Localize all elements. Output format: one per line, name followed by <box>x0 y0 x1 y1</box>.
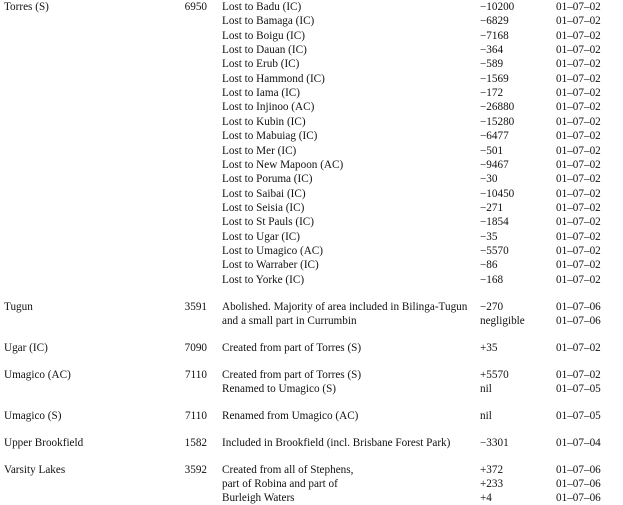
table-row <box>0 158 623 172</box>
change-date: 01–07–02 <box>556 72 601 85</box>
change-date: 01–07–02 <box>556 158 601 171</box>
locality-code: 7090 <box>184 341 207 354</box>
table-row <box>0 436 623 450</box>
change-date: 01–07–02 <box>556 1 601 13</box>
change-date: 01–07–02 <box>556 130 601 143</box>
change-date: 01–07–02 <box>556 201 601 214</box>
change-description: Lost to Erub (IC) <box>222 58 300 71</box>
locality-name: Umagico (AC) <box>4 368 71 381</box>
population-change: −26880 <box>480 101 515 114</box>
table-row <box>0 368 623 382</box>
change-date: 01–07–02 <box>556 15 601 28</box>
table-row <box>0 100 623 114</box>
change-date: 01–07–04 <box>556 436 601 449</box>
change-date: 01–07–02 <box>556 87 601 100</box>
table-row <box>0 57 623 71</box>
population-change: −271 <box>480 201 504 214</box>
change-description: Lost to Warraber (IC) <box>222 259 319 272</box>
population-change: −9467 <box>480 158 509 171</box>
locality-code: 3592 <box>184 463 207 476</box>
locality-code: 1582 <box>184 436 207 449</box>
change-description: Lost to Hammond (IC) <box>222 72 325 85</box>
change-date: 01–07–02 <box>556 173 601 186</box>
locality-name: Upper Brookfield <box>4 436 84 449</box>
table-row <box>0 409 623 423</box>
change-description: Lost to Injinoo (AC) <box>222 101 315 114</box>
change-description: Created from part of Torres (S) <box>222 368 362 381</box>
table-row <box>0 244 623 258</box>
population-change: −168 <box>480 273 504 286</box>
change-description: Renamed from Umagico (AC) <box>222 409 359 422</box>
population-change: −172 <box>480 87 504 100</box>
population-change: −10450 <box>480 187 515 200</box>
change-description: Lost to New Mapoon (AC) <box>222 158 344 171</box>
population-change: −501 <box>480 144 504 157</box>
change-description: Lost to Bamaga (IC) <box>222 15 315 28</box>
change-date: 01–07–06 <box>556 492 601 505</box>
change-description: Created from all of Stephens, <box>222 463 354 476</box>
table-row <box>0 14 623 28</box>
change-description: Lost to Boigu (IC) <box>222 29 305 42</box>
change-description: Lost to Saibai (IC) <box>222 187 306 200</box>
population-change: negligible <box>480 314 525 327</box>
change-description: Created from part of Torres (S) <box>222 341 362 354</box>
table-row <box>0 0 623 14</box>
change-date: 01–07–02 <box>556 273 601 286</box>
table-row <box>0 201 623 215</box>
table-row <box>0 273 623 287</box>
table-row <box>0 43 623 57</box>
change-description: Lost to St Pauls (IC) <box>222 216 314 229</box>
table-row <box>0 341 623 355</box>
change-description: Lost to Ugar (IC) <box>222 230 300 243</box>
locality-name: Umagico (S) <box>4 409 62 422</box>
population-change: −3301 <box>480 436 509 449</box>
change-date: 01–07–06 <box>556 300 601 313</box>
change-description: Abolished. Majority of area included in Bilinga-Tugun <box>222 300 468 313</box>
locality-name: Ugar (IC) <box>4 341 48 354</box>
change-date: 01–07–02 <box>556 259 601 272</box>
population-change: −1854 <box>480 216 509 229</box>
change-date: 01–07–02 <box>556 230 601 243</box>
table-row <box>0 477 623 491</box>
change-description: Lost to Yorke (IC) <box>222 273 305 286</box>
change-date: 01–07–06 <box>556 463 601 476</box>
population-change: −30 <box>480 173 498 186</box>
population-change: +233 <box>480 477 504 490</box>
table-row <box>0 215 623 229</box>
change-date: 01–07–02 <box>556 115 601 128</box>
locality-name: Torres (S) <box>4 1 49 13</box>
population-change: −270 <box>480 300 504 313</box>
change-date: 01–07–02 <box>556 216 601 229</box>
table-row <box>0 314 623 328</box>
change-date: 01–07–02 <box>556 244 601 257</box>
change-date: 01–07–02 <box>556 341 601 354</box>
locality-name: Varsity Lakes <box>4 463 66 476</box>
change-date: 01–07–05 <box>556 382 601 395</box>
change-date: 01–07–02 <box>556 368 601 381</box>
table-row <box>0 300 623 314</box>
locality-code: 7110 <box>185 368 207 381</box>
population-change: nil <box>480 409 492 422</box>
table-row <box>0 172 623 186</box>
change-description: Lost to Dauan (IC) <box>222 44 307 56</box>
population-change: nil <box>480 382 492 395</box>
population-change: −35 <box>480 230 498 243</box>
change-description: Lost to Badu (IC) <box>222 1 302 13</box>
change-description: Lost to Poruma (IC) <box>222 173 313 186</box>
population-change: −589 <box>480 58 504 71</box>
table-row <box>0 230 623 244</box>
table-row <box>0 463 623 477</box>
table-row <box>0 72 623 86</box>
change-date: 01–07–02 <box>556 29 601 42</box>
population-change: −86 <box>480 259 498 272</box>
table-row <box>0 382 623 396</box>
change-date: 01–07–06 <box>556 314 601 327</box>
change-description: Included in Brookfield (incl. Brisbane Forest Park) <box>222 436 451 449</box>
locality-code: 7110 <box>185 409 207 422</box>
change-description: Lost to Mer (IC) <box>222 144 297 157</box>
change-description: Lost to Iama (IC) <box>222 87 300 100</box>
change-date: 01–07–05 <box>556 409 601 422</box>
population-change: −6477 <box>480 130 509 143</box>
change-description: Renamed to Umagico (S) <box>222 382 337 395</box>
change-date: 01–07–02 <box>556 101 601 114</box>
locality-name: Tugun <box>4 300 33 313</box>
population-change: −7168 <box>480 29 509 42</box>
table-row <box>0 491 623 505</box>
population-change: −1569 <box>480 72 509 85</box>
change-description: Lost to Seisia (IC) <box>222 201 305 214</box>
population-change: −5570 <box>480 244 509 257</box>
change-date: 01–07–02 <box>556 44 601 56</box>
change-date: 01–07–06 <box>556 477 601 490</box>
population-change: −6829 <box>480 15 509 28</box>
population-change: −15280 <box>480 115 515 128</box>
table-row <box>0 187 623 201</box>
change-date: 01–07–02 <box>556 187 601 200</box>
table-row <box>0 258 623 272</box>
table-row <box>0 86 623 100</box>
table-row <box>0 144 623 158</box>
table-row <box>0 115 623 129</box>
change-date: 01–07–02 <box>556 58 601 71</box>
change-description: Lost to Mabuiag (IC) <box>222 130 318 143</box>
population-change: −10200 <box>480 1 515 13</box>
population-change: −364 <box>480 44 504 56</box>
table-row <box>0 29 623 43</box>
change-description: Burleigh Waters <box>222 492 295 505</box>
change-date: 01–07–02 <box>556 144 601 157</box>
change-description: Lost to Kubin (IC) <box>222 115 306 128</box>
change-description: part of Robina and part of <box>222 477 338 490</box>
change-description: and a small part in Currumbin <box>222 314 357 327</box>
population-change: +5570 <box>480 368 509 381</box>
locality-code: 6950 <box>184 1 207 13</box>
population-change: +4 <box>480 492 492 505</box>
table-row <box>0 129 623 143</box>
population-change: +372 <box>480 463 504 476</box>
locality-code: 3591 <box>184 300 207 313</box>
change-description: Lost to Umagico (AC) <box>222 244 323 257</box>
population-change: +35 <box>480 341 498 354</box>
